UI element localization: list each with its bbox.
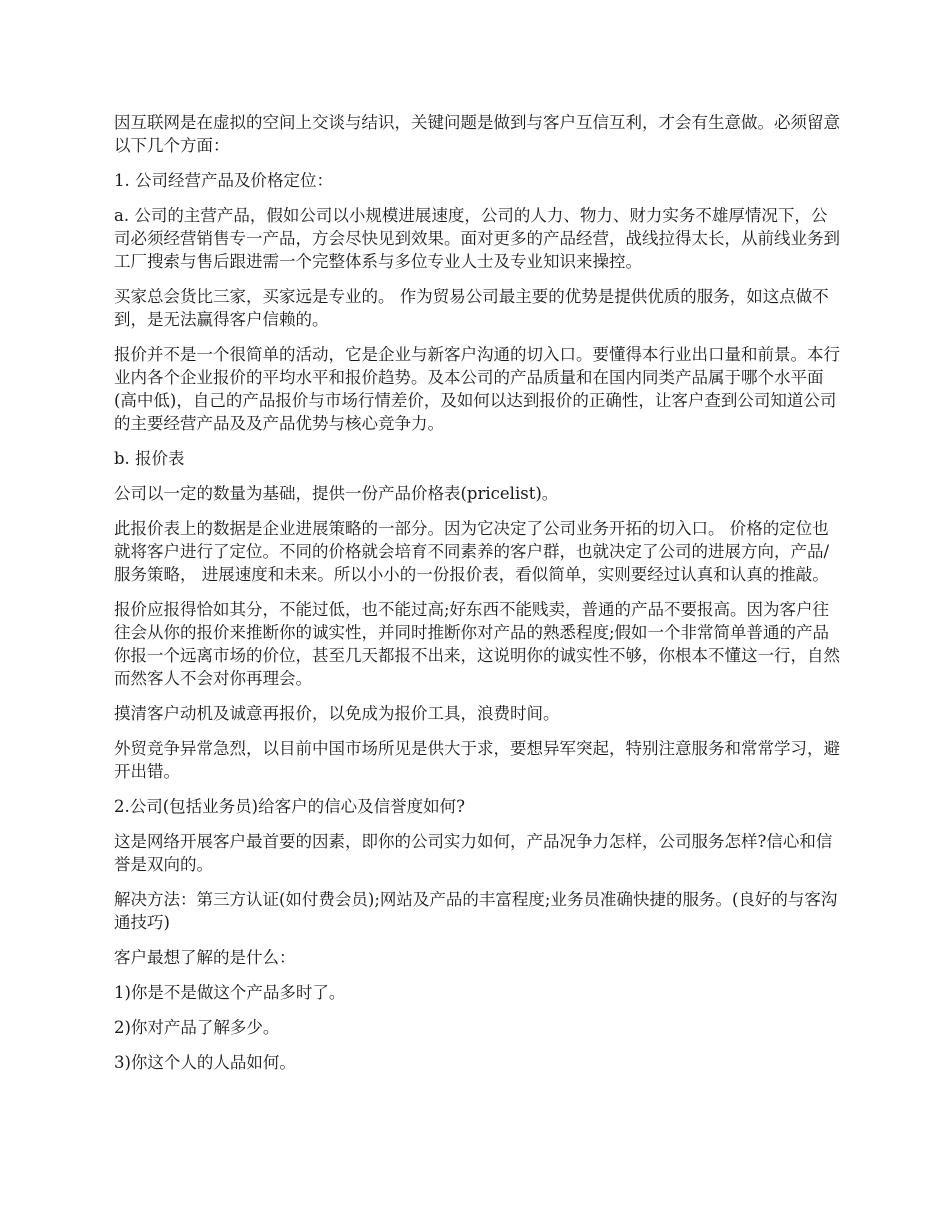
paragraph-pricelist-basis: 公司以一定的数量为基础，提供一份产品价格表(pricelist)。 [114, 484, 559, 503]
list-item-character: 3)你这个人的人品如何。 [114, 1053, 296, 1072]
document-page [114, 111, 842, 1086]
paragraph-customer-wants: 客户最想了解的是什么： [114, 948, 296, 967]
heading-product-pricing: 1. 公司经营产品及价格定位： [114, 171, 333, 190]
list-item-experience: 1)你是不是做这个产品多时了。 [114, 983, 346, 1002]
heading-price-list: b. 报价表 [114, 449, 185, 468]
paragraph-competition: 外贸竞争异常急烈，以目前中国市场所见是供大于求，要想异军突起，特别注意服务和常常学习，避开出错。 [114, 739, 840, 781]
paragraph-buyer-comparison: 买家总会货比三家，买家远是专业的。 作为贸易公司最主要的优势是提供优质的服务，如这点做不到，是无法赢得客户信赖的。 [114, 287, 829, 329]
heading-credibility: 2.公司(包括业务员)给客户的信心及信誉度如何? [114, 797, 465, 816]
paragraph-pricelist-strategy: 此报价表上的数据是企业进展策略的一部分。因为它决定了公司业务开拓的切入口。 价格的定位也就将客户进行了定位。不同的价格就会培育不同素养的客户群，也就决定了公司的进展方向，产品/服务策略， 进展速度和未来。所以小小的一份报价表，看似简单，实则要经过认真和认真的推敲。 [114, 519, 830, 584]
paragraph-customer-motive: 摸清客户动机及诚意再报价，以免成为报价工具，浪费时间。 [114, 704, 560, 723]
paragraph-proper-pricing: 报价应报得恰如其分，不能过低，也不能过高;好东西不能贱卖，普通的产品不要报高。因为客户往往会从你的报价来推断你的诚实性，并同时推断你对产品的熟悉程度;假如一个非常简单普通的产品你报一个远离市场的价位，甚至几天都报不出来，这说明你的诚实性不够，你根本不懂这一行，自然而然客人不会对你再理会。 [114, 600, 840, 688]
paragraph-intro: 因互联网是在虚拟的空间上交谈与结识，关键问题是做到与客户互信互利，才会有生意做。必须留意以下几个方面： [114, 113, 840, 155]
paragraph-quotation: 报价并不是一个很简单的活动，它是企业与新客户沟通的切入口。要懂得本行业出口量和前景。本行业内各个企业报价的平均水平和报价趋势。及本公司的产品质量和在国内同类产品属于哪个水平面(高中低)，自己的产品报价与市场行情差价，及如何以达到报价的正确性，让客户查到公司知道公司的主要经营产品及及产品优势与核心竞争力。 [114, 345, 840, 433]
list-item-knowledge: 2)你对产品了解多少。 [114, 1018, 280, 1037]
paragraph-solution: 解决方法：第三方认证(如付费会员);网站及产品的丰富程度;业务员准确快捷的服务。(良好的与客沟通技巧) [114, 890, 838, 932]
paragraph-main-product: a. 公司的主营产品，假如公司以小规模进展速度，公司的人力、物力、财力实务不雄厚情况下，公司必须经营销售专一产品，方会尽快见到效果。面对更多的产品经营，战线拉得太长，从前线业务到工厂搜索与售后跟进需一个完整体系与多位专业人士及专业知识来操控。 [114, 206, 840, 271]
paragraph-credibility-factor: 这是网络开展客户最首要的因素，即你的公司实力如何，产品况争力怎样，公司服务怎样?信心和信誉是双向的。 [114, 832, 833, 874]
